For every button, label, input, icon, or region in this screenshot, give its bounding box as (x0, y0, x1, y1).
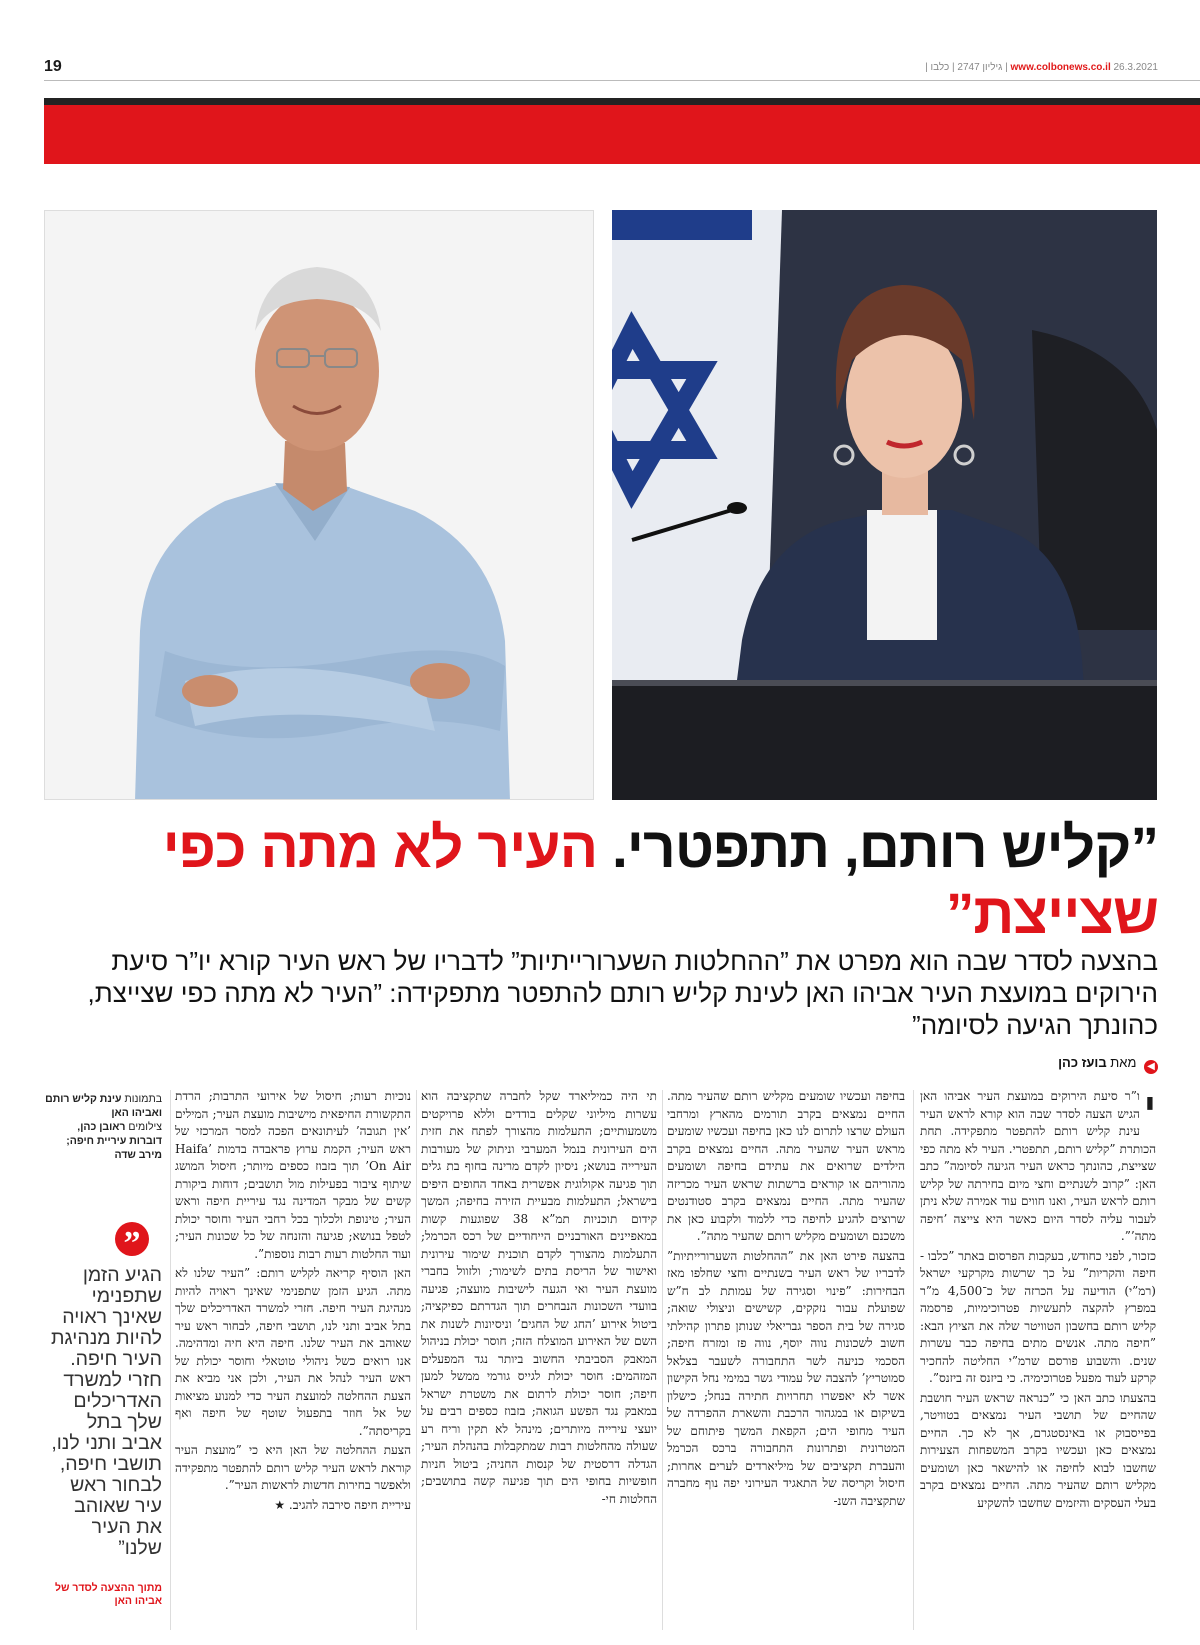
section-band-top (44, 98, 1200, 105)
photo-credits (44, 1092, 162, 1162)
paragraph: בהצעה פירט האן את ”ההחלטות השערורייתיות” לדבריו של ראש העיר בשנתיים וחצי שחלפו מאז הבחירות: ”פינוי וסגירה של עמותת לב ח”ש שפועלת עבור נזקקים, קשישים וניצולי שואה; סגירה של בית הספר גבריאלי שנותן פתרון קהילתי חשוב לשכונות נווה יוסף, נווה פז ומזרח חיפה; הסכמי כניעה לשר התחבורה לשעבר בצלאל סמוטריץ’ להצבה של עמודי גשר במימי נחל הקישון אשר לא יאפשרו תחרויות חתירה בנחל; כישלון בשיקום או במגהור הרכבת והשארת ההפרדה של העיר מחופי הים; הקפאת המשך פיתוחם של המטרונית ופתרונות התחבורה ברכס הכרמל והעברת תקציבים של מיליארדים לערים אחרות; חיסול וקריסה של התאגיד העירוני יפה נוף מחברה שתקציבה השנ- (667, 1248, 905, 1508)
article-column-2 (667, 1088, 905, 1633)
quote-icon: ” (115, 1222, 149, 1256)
headline (60, 815, 1158, 947)
photo-einat-kalisch-rotem (612, 210, 1157, 800)
paragraph: עיריית חיפה סירבה להגיב. ★ (274, 1497, 411, 1512)
subheadline: בהצעה לסדר שבה הוא מפרט את ”ההחלטות השערורייתיות” לדבריו של ראש העיר קורא יו”ר סיעת הירוקים במועצת העיר אביהו האן לעינת קליש רותם להתפטר מתפקידה: ”העיר לא מתה כפי שצייצת, כהונתך הגיעה לסיומה” (87, 946, 1158, 1040)
column-divider (170, 1090, 171, 1630)
paragraph: האן הוסיף קריאה לקליש רותם: ”העיר שלנו לא מתה. הגיע הזמן שתפנימי שאינך ראויה להיות מנהיגת העיר חיפה. חזרי למשרד האדריכלים שלך בתל אביב ותני לנו, תושבי חיפה, לבחור ראש עיר שאוהב את העיר שלנו. חיפה היא חיה ומדהימה. אנו רואים כשל ניהולי טוטאלי וחוסר יכולת של ראש העיר לנהל את העיר, ולכן אני מביא את הצעת ההחלטה למועצת העיר כדי למנוע מציאות של אל חוזר בתפעול שוטף של חיפה ואף בקריסתה”. (175, 1266, 411, 1438)
issue-meta: 26.3.2021 | גיליון 2747 | כלבו | (925, 62, 1158, 73)
credit-value: עינת קליש רותם ואביהו האן (45, 1093, 162, 1119)
paragraph: כזכור, לפני כחודש, בעקבות הפרסום באתר ”כלבו - חיפה והקריות” על כך שרשות מקרקעי ישראל (רמ”י) הודיעה על הכרזה של כ־4,500 מ”ר במפרץ להקצה לתעשיות פטרוכימיות, פרסמה קליש רותם בחשבון הטוויטר שלה את הציוץ הבא: ”חיפה מתה. אנשים מתים בחיפה כבר עשרות שנים. והשבוע פורסם שרמ”י החליטה להחכיר קרקע לעוד מפעל פטרוכימיה. כי ביזנס זה ביזנס”. (920, 1248, 1156, 1385)
credit-label: צילומים (128, 1121, 162, 1133)
pull-quote-source: מתוך ההצעה לסדר של אביהו האן (54, 1582, 162, 1607)
headline-black: ”קליש רותם, תתפטרי. (611, 816, 1158, 880)
paragraph: הצעת ההחלטה של האן היא כי ”מועצת העיר קוראת לראש העיר קליש רותם להתפטר מתפקידה ולאפשר בחירות חדשות לראשות העיר”. (175, 1443, 411, 1492)
credit-label: בתמונות (124, 1093, 162, 1105)
paragraph: תי היה כמיליארד שקל לחברה שתקציבה הוא עשרות מיליוני שקלים בודדים וללא פרויקטים משמעותיים; התעלמות מהצורך לפתח את חזית הים העירונית בנמל המערבי וניתוק של מעורבות העירייה בנושא; ניסיון לקדם מרינה בחוף בת גלים תוך פגיעה אקולוגית אפשרית באחד החופים היפים בישראל; התעלמות מבעיית הזירה בחיפה; המשך קידום תוכניות תמ”א 38 שפוגעות קשות במאפיינים האורבניים הייחודיים של רכס הכרמל; התעלמות מהצורך לקדם תוכנית שימור עירונית ואישור של הריסת בתים לשימור; ולזוול בחברי מועצת העיר ואי הגעה לישיבות מועצה; פגיעה בוועדי השכונות הנבחרים תוך הגדרתם כפיקציה; ביטול אירוע ’החג של החגים’ וניסיונות לשנות את השם של האירוע המוצלח הזה; חוסר יכולת בניהול המאבק הסביבתי החשוב ביותר נגד המפעלים המזהמים: חוסר יכולת לגייס גורמי ממשל למען חיפה; חוסר יכולת לרתום את משטרת ישראל במאבק נגד הפשע הגואה; בזבוז כספים רבים על יועצי עירייה מיותרים; מינהל לא תקין וריח רע שעולה מהחלטות רבות שמתקבלות בהנהלת העיר; הגדלה דרסטית של קנסות החניה; ביטול חניות חופשיות בחופי הים תוך פגיעה קשה בתושבים; החלטות חי- (421, 1089, 657, 1506)
article-column-3 (421, 1088, 657, 1633)
issue-info (925, 62, 1158, 73)
byline-prefix: מאת (1110, 1055, 1137, 1070)
section-band (44, 105, 1200, 164)
byline (1058, 1055, 1158, 1074)
site-url[interactable]: www.colbonews.co.il (1010, 62, 1111, 73)
credit-value: מירב שדה (114, 1149, 162, 1161)
column-divider (662, 1090, 663, 1630)
drop-cap: י (1143, 1088, 1156, 1130)
headline-red: העיר לא מתה כפי שצייצת” (162, 816, 1158, 946)
credit-value: ראובן כהן, דוברות עיריית חיפה; (66, 1121, 162, 1147)
page-number: 19 (44, 58, 62, 75)
arrow-icon: ◀ (1144, 1060, 1158, 1074)
pull-quote: הגיע הזמן שתפנימי שאינך ראויה להיות מנהיגת העיר חיפה. חזרי למשרד האדריכלים שלך בתל אביב ותני לנו, תושבי חיפה, לבחור ראש עיר שאוהב את העיר שלנו” (50, 1264, 162, 1559)
article-column-1 (920, 1088, 1156, 1633)
paragraph: בחיפה ועכשיו שומעים מקליש רותם שהעיר מתה. החיים נמצאים בקרב תורמים מהארץ ומרחבי העולם שרצו לתרום לנו כאן בחיפה ועכשיו שומעים מראש העיר שהעיר מתה. החיים נמצאים בקרב הילדים שרואים את עתידם בחיפה ושומעים מהוריהם או קוראים ברשתות שראש העיר מכריזה שהעיר מתה. החיים נמצאים בקרב סטודנטים שרוצים להגיע לחיפה כדי ללמוד ולקבוע כאן את משכנם ושומעים מקליש רותם שהעיר מתה”. (667, 1089, 905, 1243)
column-divider (913, 1090, 914, 1630)
header-divider (44, 80, 1200, 81)
paragraph: נוכיות רעות; חיסול של אירועי התרבות; הרדת התקשורת החיפאית מישיבות מועצת העיר; המילים ’אין תגובה’ לעיתונאים הפכה למסר המרכזי של ראש העיר; הקמת ערוץ פראבדה בדמות ’Haifa On Air’ תוך בזבוז כספים מיותר; חיסול המושג שיתוף ציבור בפעילות מול תושבים; דוחות ביקורת קשים של מבקר המדינה נגד עיריית חיפה וראש העיר; טינופת ולכלוך בכל רחבי העיר וחוסר יכולת לטפל בנושא; פגיעה והזנחה של כל שכונות העיר; ועוד החלטות רעות רבות נוספות”. (175, 1089, 411, 1261)
paragraph: בהצעתו כתב האן כי ”כנראה שראש העיר חושבת שהחיים של תושבי העיר נמצאים בטוויטר, בפייסבוק או באינסטגרם, אך לא כך. החיים נמצאים כאן ועכשיו בקרב המשפחות הצעירות שחשבו לבוא לחיפה או להישאר כאן ושומעים מקליש רותם שהעיר מתה. החיים נמצאים בקרב בעלי העסקים והיזמים שחשבו להשקיע (920, 1390, 1156, 1510)
paragraph: ו”ר סיעת הירוקים במועצת העיר אביהו האן הגיש הצעה לסדר שבה הוא קורא לראש העיר עינת קליש רותם להתפטר מתפקידה. תחת הכותרת ”קליש רותם, תתפטרי. העיר לא מתה כפי שצייצת, כהונתך כראש העיר הגיעה לסיומה” כתב האן: ”קרוב לשנתיים וחצי מיום בחירתה של קליש רותם לראש העיר, ואנו חווים עוד אמירה שלא ניתן לעבור עליה לסדר היום כאשר היא צייצה ’חיפה מתה’”. (920, 1089, 1156, 1243)
photo-avihu-hahn (44, 210, 594, 800)
byline-author: בועז כהן (1058, 1055, 1107, 1070)
column-divider (416, 1090, 417, 1630)
article-column-4 (175, 1088, 411, 1633)
